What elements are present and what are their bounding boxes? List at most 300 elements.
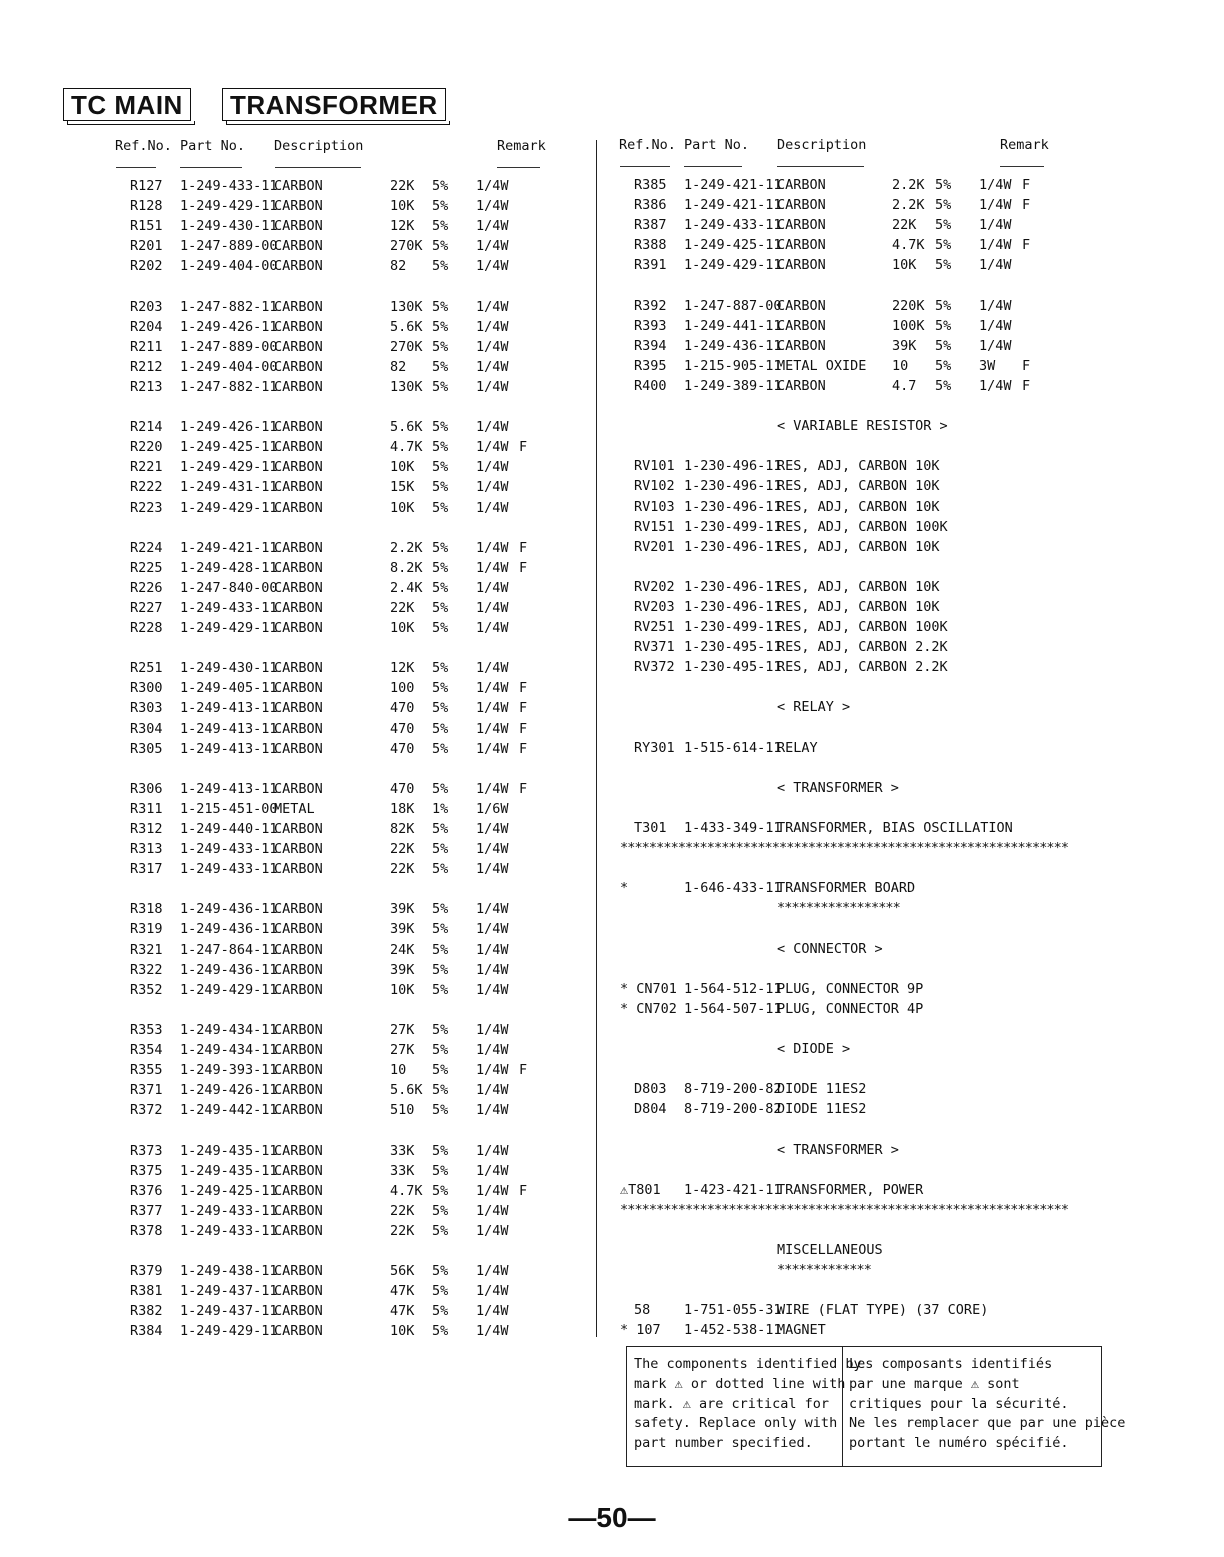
cell-ref: R224 xyxy=(130,539,163,556)
cell-tol: 5% xyxy=(432,821,449,837)
cell-desc: CARBON xyxy=(274,620,323,637)
cell-desc: CARBON xyxy=(777,317,826,334)
cell-val: 4.7K xyxy=(390,1182,423,1199)
cell-part: 1-249-413-11 xyxy=(180,700,278,717)
cell-val: 2.2K xyxy=(892,197,925,214)
cell-val: 12K xyxy=(390,218,415,235)
cell-ref: R304 xyxy=(130,720,163,737)
cell-part: 1-515-614-11 xyxy=(684,739,782,756)
header-remark: Remark xyxy=(497,138,546,154)
cell-tol: 5% xyxy=(432,780,449,797)
cell-tol: 5% xyxy=(432,1082,449,1099)
cell-pwr: 1/4W xyxy=(476,1222,509,1239)
cell-ref: R127 xyxy=(130,178,163,194)
cell-pwr: 1/4W xyxy=(476,961,509,978)
cell-tol: 5% xyxy=(432,559,449,576)
cell-desc: PLUG, CONNECTOR 9P xyxy=(777,980,924,997)
header-description: Description xyxy=(274,138,364,154)
cell-flag: F xyxy=(519,740,528,757)
cell-val: 39K xyxy=(390,901,415,918)
cell-tol: 5% xyxy=(432,1202,449,1219)
cell-desc: WIRE (FLAT TYPE) (37 CORE) xyxy=(777,1302,989,1319)
cell-part: 1-564-512-11 xyxy=(684,980,782,997)
section-tag-tc-main: TC MAIN xyxy=(63,88,191,121)
cell-desc: CARBON xyxy=(274,700,323,717)
cell-tol: 5% xyxy=(432,459,449,476)
cell-part: 1-249-404-00 xyxy=(180,258,278,275)
cell-desc: RES, ADJ, CARBON 10K xyxy=(777,538,940,555)
cell-tol: 5% xyxy=(432,258,449,275)
cell-tol: 5% xyxy=(432,1162,449,1179)
cell-flag: F xyxy=(1022,197,1031,214)
cell-flag: F xyxy=(519,559,528,576)
cell-val: 10K xyxy=(390,198,415,215)
cell-desc: RELAY xyxy=(777,739,818,756)
cell-val: 39K xyxy=(390,961,415,978)
cell-part: 1-230-496-11 xyxy=(684,478,782,495)
cell-part: 1-249-437-11 xyxy=(180,1283,278,1300)
cell-pwr: 1/4W xyxy=(476,861,509,878)
cell-pwr: 1/4W xyxy=(476,1323,509,1340)
cell-desc: CARBON xyxy=(274,740,323,757)
cell-pwr: 1/4W xyxy=(979,337,1012,354)
cell-val: 18K xyxy=(390,800,415,817)
cell-tol: 5% xyxy=(432,439,449,456)
cell-pwr: 1/4W xyxy=(476,378,509,395)
cell-pwr: 1/4W xyxy=(476,218,509,235)
header-part: Part No. xyxy=(684,137,750,153)
cell-part: 1-249-437-11 xyxy=(180,1303,278,1320)
cell-pwr: 1/4W xyxy=(476,559,509,576)
cell-pwr: 1/4W xyxy=(476,579,509,596)
cell-ref: R375 xyxy=(130,1162,163,1179)
cell-ref: R300 xyxy=(130,680,163,697)
cell-ref: R128 xyxy=(130,198,163,215)
cell-part: 1-249-433-11 xyxy=(180,178,278,194)
cell-pwr: 1/4W xyxy=(476,780,509,797)
cell-ref: R392 xyxy=(634,297,667,314)
cell-ref: R221 xyxy=(130,459,163,476)
cell-part: 1-452-538-11 xyxy=(684,1322,782,1339)
cell-flag: F xyxy=(519,539,528,556)
cell-desc: RES, ADJ, CARBON 10K xyxy=(777,598,940,615)
cell-desc: CARBON xyxy=(274,961,323,978)
cell-pwr: 1/4W xyxy=(476,358,509,375)
cell-part: 1-646-433-11 xyxy=(684,880,782,897)
cell-flag: F xyxy=(1022,237,1031,254)
cell-pwr: 1/4W xyxy=(979,377,1012,394)
cell-pwr: 1/4W xyxy=(476,700,509,717)
cell-desc: CARBON xyxy=(274,921,323,938)
cell-pwr: 1/4W xyxy=(476,298,509,315)
cell-ref: R151 xyxy=(130,218,163,235)
cell-desc: CARBON xyxy=(274,1062,323,1079)
cell-ref: R354 xyxy=(130,1042,163,1059)
cell-tol: 5% xyxy=(432,1303,449,1320)
cell-tol: 5% xyxy=(432,740,449,757)
cell-part: 1-249-426-11 xyxy=(180,318,278,335)
cell-desc: CARBON xyxy=(274,680,323,697)
cell-ref: RV251 xyxy=(634,619,675,636)
cell-pwr: 1/4W xyxy=(476,318,509,335)
cell-ref: R311 xyxy=(130,800,163,817)
cell-val: 4.7 xyxy=(892,377,917,394)
cell-pwr: 1/4W xyxy=(476,1182,509,1199)
cell-part: 1-249-428-11 xyxy=(180,559,278,576)
cell-part: 1-247-887-00 xyxy=(684,297,782,314)
cell-desc: CARBON xyxy=(274,1162,323,1179)
cell-part: 1-249-389-11 xyxy=(684,377,782,394)
cell-tol: 5% xyxy=(935,377,952,394)
cell-desc: CARBON xyxy=(274,338,323,355)
cell-flag: F xyxy=(519,439,528,456)
cell-val: 10K xyxy=(390,981,415,998)
cell-val: 5.6K xyxy=(390,318,423,335)
cell-desc: CARBON xyxy=(274,901,323,918)
cell-ref: R393 xyxy=(634,317,667,334)
cell-val: 10K xyxy=(390,499,415,516)
cell-val: 8.2K xyxy=(390,559,423,576)
cell-tol: 5% xyxy=(935,317,952,334)
cell-val: 470 xyxy=(390,780,415,797)
cell-desc: CARBON xyxy=(274,1142,323,1159)
cell-part: 1-249-433-11 xyxy=(180,861,278,878)
cell-flag: F xyxy=(519,780,528,797)
cell-desc: CARBON xyxy=(274,358,323,375)
section-heading-text: < VARIABLE RESISTOR > xyxy=(777,418,948,435)
cell-ref: RV372 xyxy=(634,659,675,676)
cell-val: 47K xyxy=(390,1303,415,1320)
cell-val: 5.6K xyxy=(390,419,423,436)
cell-desc: CARBON xyxy=(274,841,323,858)
cell-tol: 5% xyxy=(432,1062,449,1079)
header-ref: Ref.No. xyxy=(619,137,676,153)
cell-desc: CARBON xyxy=(274,539,323,556)
cell-pwr: 1/4W xyxy=(476,841,509,858)
cell-val: 33K xyxy=(390,1142,415,1159)
section-heading-text: < TRANSFORMER > xyxy=(777,779,899,796)
notice-separator xyxy=(842,1347,843,1466)
cell-ref: R204 xyxy=(130,318,163,335)
cell-part: 1-249-438-11 xyxy=(180,1263,278,1280)
cell-ref: 58 xyxy=(634,1302,651,1319)
cell-tol: 5% xyxy=(432,961,449,978)
cell-pwr: 1/4W xyxy=(476,921,509,938)
cell-part: 1-249-393-11 xyxy=(180,1062,278,1079)
cell-part: 1-249-429-11 xyxy=(180,499,278,516)
cell-ref: RV203 xyxy=(634,598,675,615)
cell-desc: RES, ADJ, CARBON 10K xyxy=(777,458,940,475)
cell-val: 27K xyxy=(390,1042,415,1059)
cell-desc: CARBON xyxy=(777,237,826,254)
cell-part: 1-249-430-11 xyxy=(180,218,278,235)
cell-flag: F xyxy=(519,1062,528,1079)
cell-desc: CARBON xyxy=(274,258,323,275)
cell-pwr: 1/4W xyxy=(476,258,509,275)
cell-ref: D803 xyxy=(634,1081,667,1098)
cell-ref: R305 xyxy=(130,740,163,757)
cell-val: 220K xyxy=(892,297,925,314)
cell-part: 1-249-405-11 xyxy=(180,680,278,697)
cell-ref: R372 xyxy=(130,1102,163,1119)
cell-ref: RV103 xyxy=(634,498,675,515)
cell-pwr: 1/6W xyxy=(476,800,509,817)
cell-pwr: 1/4W xyxy=(476,539,509,556)
cell-val: 47K xyxy=(390,1283,415,1300)
cell-tol: 5% xyxy=(935,177,952,193)
cell-desc: DIODE 11ES2 xyxy=(777,1081,867,1098)
cell-val: 82K xyxy=(390,821,415,837)
cell-part: 1-249-429-11 xyxy=(180,620,278,637)
cell-val: 33K xyxy=(390,1162,415,1179)
cell-ref: R388 xyxy=(634,237,667,254)
cell-pwr: 1/4W xyxy=(476,660,509,677)
cell-ref: * CN701 xyxy=(620,980,677,997)
safety-notice-english: The components identified by mark ⚠ or dotted line with mark. ⚠ are critical for safety. Replace only with part number specified. xyxy=(634,1356,862,1452)
cell-tol: 1% xyxy=(432,800,449,817)
underline-part xyxy=(180,167,242,168)
cell-tol: 5% xyxy=(432,941,449,958)
header-remark: Remark xyxy=(1000,137,1049,153)
cell-desc: CARBON xyxy=(777,197,826,214)
cell-ref: R400 xyxy=(634,377,667,394)
cell-val: 22K xyxy=(390,1222,415,1239)
cell-tol: 5% xyxy=(432,539,449,556)
cell-val: 10K xyxy=(390,1323,415,1340)
cell-tol: 5% xyxy=(432,981,449,998)
cell-part: 1-249-425-11 xyxy=(180,1182,278,1199)
cell-part: 1-230-495-11 xyxy=(684,659,782,676)
section-heading-text: < TRANSFORMER > xyxy=(777,1141,899,1158)
cell-pwr: 1/4W xyxy=(476,599,509,616)
safety-notice-french: Les composants identifiés par une marque ⚠ sont critiques pour la sécurité. Ne les remplacer que par une pièce portant le numéro spécifié. xyxy=(849,1356,1126,1452)
asterisk-line: ***************** xyxy=(777,900,900,917)
cell-desc: CARBON xyxy=(274,459,323,476)
cell-tol: 5% xyxy=(432,1263,449,1280)
cell-part: 1-230-496-11 xyxy=(684,578,782,595)
cell-tol: 5% xyxy=(432,378,449,395)
section-heading-text: < RELAY > xyxy=(777,699,851,716)
cell-part: 1-230-496-11 xyxy=(684,598,782,615)
cell-val: 12K xyxy=(390,660,415,677)
cell-flag: F xyxy=(519,700,528,717)
cell-ref: RV151 xyxy=(634,518,675,535)
section-heading-text: MISCELLANEOUS xyxy=(777,1241,883,1258)
cell-val: 10 xyxy=(892,357,909,374)
cell-tol: 5% xyxy=(432,298,449,315)
cell-val: 22K xyxy=(390,1202,415,1219)
cell-ref: R223 xyxy=(130,499,163,516)
cell-part: 1-230-496-11 xyxy=(684,538,782,555)
cell-part: 1-249-436-11 xyxy=(180,961,278,978)
cell-ref: RV102 xyxy=(634,478,675,495)
cell-pwr: 1/4W xyxy=(979,237,1012,254)
cell-desc: MAGNET xyxy=(777,1322,826,1339)
cell-pwr: 1/4W xyxy=(476,620,509,637)
cell-tol: 5% xyxy=(432,479,449,496)
cell-tol: 5% xyxy=(432,318,449,335)
cell-val: 2.2K xyxy=(892,177,925,193)
cell-desc: CARBON xyxy=(274,1042,323,1059)
cell-tol: 5% xyxy=(432,861,449,878)
cell-part: 1-249-421-11 xyxy=(180,539,278,556)
header-ref: Ref.No. xyxy=(115,138,172,154)
cell-ref: R321 xyxy=(130,941,163,958)
cell-ref: R312 xyxy=(130,821,163,837)
cell-ref: ⚠T801 xyxy=(620,1181,661,1198)
cell-ref: R352 xyxy=(130,981,163,998)
cell-val: 470 xyxy=(390,700,415,717)
cell-part: 1-249-429-11 xyxy=(180,1323,278,1340)
cell-ref: R379 xyxy=(130,1263,163,1280)
cell-ref: R202 xyxy=(130,258,163,275)
cell-val: 2.4K xyxy=(390,579,423,596)
underline-remark xyxy=(1000,166,1044,167)
cell-tol: 5% xyxy=(432,198,449,215)
cell-val: 130K xyxy=(390,298,423,315)
cell-tol: 5% xyxy=(432,1021,449,1038)
cell-val: 24K xyxy=(390,941,415,958)
cell-tol: 5% xyxy=(432,1323,449,1340)
cell-desc: CARBON xyxy=(274,1021,323,1038)
cell-part: 1-249-413-11 xyxy=(180,740,278,757)
header-part: Part No. xyxy=(180,138,246,154)
cell-val: 470 xyxy=(390,720,415,737)
cell-pwr: 1/4W xyxy=(476,338,509,355)
cell-desc: CARBON xyxy=(274,1082,323,1099)
cell-part: 1-247-864-11 xyxy=(180,941,278,958)
cell-ref: R203 xyxy=(130,298,163,315)
cell-part: 1-230-499-11 xyxy=(684,518,782,535)
cell-ref: R384 xyxy=(130,1323,163,1340)
cell-val: 10 xyxy=(390,1062,407,1079)
cell-desc: CARBON xyxy=(274,218,323,235)
cell-ref: RV202 xyxy=(634,578,675,595)
cell-val: 22K xyxy=(390,841,415,858)
cell-part: 1-249-433-11 xyxy=(180,599,278,616)
cell-desc: CARBON xyxy=(274,720,323,737)
cell-ref: R382 xyxy=(130,1303,163,1320)
cell-part: 1-215-905-11 xyxy=(684,357,782,374)
cell-part: 1-249-413-11 xyxy=(180,720,278,737)
cell-desc: CARBON xyxy=(777,217,826,234)
cell-pwr: 1/4W xyxy=(979,297,1012,314)
cell-tol: 5% xyxy=(935,337,952,354)
cell-part: 8-719-200-82 xyxy=(684,1101,782,1118)
cell-ref: R391 xyxy=(634,257,667,274)
cell-desc: RES, ADJ, CARBON 2.2K xyxy=(777,659,948,676)
cell-ref: R385 xyxy=(634,177,667,193)
cell-part: 1-249-441-11 xyxy=(684,317,782,334)
cell-val: 270K xyxy=(390,338,423,355)
cell-pwr: 1/4W xyxy=(476,198,509,215)
cell-val: 5.6K xyxy=(390,1082,423,1099)
cell-tol: 5% xyxy=(432,358,449,375)
cell-ref: R378 xyxy=(130,1222,163,1239)
cell-desc: CARBON xyxy=(274,981,323,998)
cell-tol: 5% xyxy=(432,1042,449,1059)
cell-ref: RY301 xyxy=(634,739,675,756)
cell-tol: 5% xyxy=(432,419,449,436)
cell-ref: R306 xyxy=(130,780,163,797)
cell-pwr: 1/4W xyxy=(476,1102,509,1119)
cell-pwr: 1/4W xyxy=(979,317,1012,334)
cell-part: 1-249-421-11 xyxy=(684,197,782,214)
cell-pwr: 1/4W xyxy=(979,177,1012,193)
cell-ref: R226 xyxy=(130,579,163,596)
cell-val: 56K xyxy=(390,1263,415,1280)
cell-val: 4.7K xyxy=(892,237,925,254)
cell-ref: R251 xyxy=(130,660,163,677)
cell-pwr: 1/4W xyxy=(476,1142,509,1159)
cell-pwr: 1/4W xyxy=(476,1263,509,1280)
cell-val: 22K xyxy=(390,599,415,616)
cell-desc: RES, ADJ, CARBON 100K xyxy=(777,619,948,636)
cell-flag: F xyxy=(1022,377,1031,394)
cell-pwr: 1/4W xyxy=(979,197,1012,214)
cell-pwr: 1/4W xyxy=(476,459,509,476)
cell-desc: CARBON xyxy=(777,337,826,354)
cell-pwr: 1/4W xyxy=(979,257,1012,274)
cell-tol: 5% xyxy=(432,620,449,637)
cell-ref: * 107 xyxy=(620,1322,661,1339)
cell-val: 82 xyxy=(390,358,407,375)
cell-desc: RES, ADJ, CARBON 100K xyxy=(777,518,948,535)
cell-flag: F xyxy=(519,680,528,697)
section-heading-text: < DIODE > xyxy=(777,1041,851,1058)
cell-val: 15K xyxy=(390,479,415,496)
cell-part: 1-249-442-11 xyxy=(180,1102,278,1119)
cell-pwr: 1/4W xyxy=(476,1303,509,1320)
underline-ref xyxy=(116,167,156,168)
cell-ref: * CN702 xyxy=(620,1000,677,1017)
cell-pwr: 1/4W xyxy=(476,238,509,255)
cell-desc: TRANSFORMER, POWER xyxy=(777,1181,924,1198)
cell-desc: CARBON xyxy=(274,178,323,194)
cell-part: 1-249-425-11 xyxy=(684,237,782,254)
cell-part: 1-249-430-11 xyxy=(180,660,278,677)
cell-desc: DIODE 11ES2 xyxy=(777,1101,867,1118)
cell-desc: CARBON xyxy=(274,1303,323,1320)
cell-part: 1-249-425-11 xyxy=(180,439,278,456)
cell-val: 130K xyxy=(390,378,423,395)
cell-tol: 5% xyxy=(432,700,449,717)
cell-desc: RES, ADJ, CARBON 10K xyxy=(777,498,940,515)
cell-desc: TRANSFORMER, BIAS OSCILLATION xyxy=(777,820,1013,836)
cell-part: 1-249-421-11 xyxy=(684,177,782,193)
cell-pwr: 1/4W xyxy=(476,941,509,958)
cell-ref: R220 xyxy=(130,439,163,456)
cell-tol: 5% xyxy=(432,921,449,938)
cell-tol: 5% xyxy=(432,178,449,194)
cell-desc: CARBON xyxy=(274,1102,323,1119)
page-number: —50— xyxy=(568,1502,656,1533)
cell-desc: CARBON xyxy=(274,861,323,878)
cell-ref: R212 xyxy=(130,358,163,375)
cell-ref: R225 xyxy=(130,559,163,576)
cell-tol: 5% xyxy=(432,218,449,235)
cell-flag: F xyxy=(519,1182,528,1199)
cell-part: 1-249-413-11 xyxy=(180,780,278,797)
cell-tol: 5% xyxy=(432,901,449,918)
cell-ref: R322 xyxy=(130,961,163,978)
cell-part: 1-215-451-00 xyxy=(180,800,278,817)
cell-part: 1-230-499-11 xyxy=(684,619,782,636)
cell-ref: R313 xyxy=(130,841,163,858)
cell-flag: F xyxy=(1022,357,1031,374)
cell-val: 10K xyxy=(390,459,415,476)
cell-val: 22K xyxy=(390,861,415,878)
